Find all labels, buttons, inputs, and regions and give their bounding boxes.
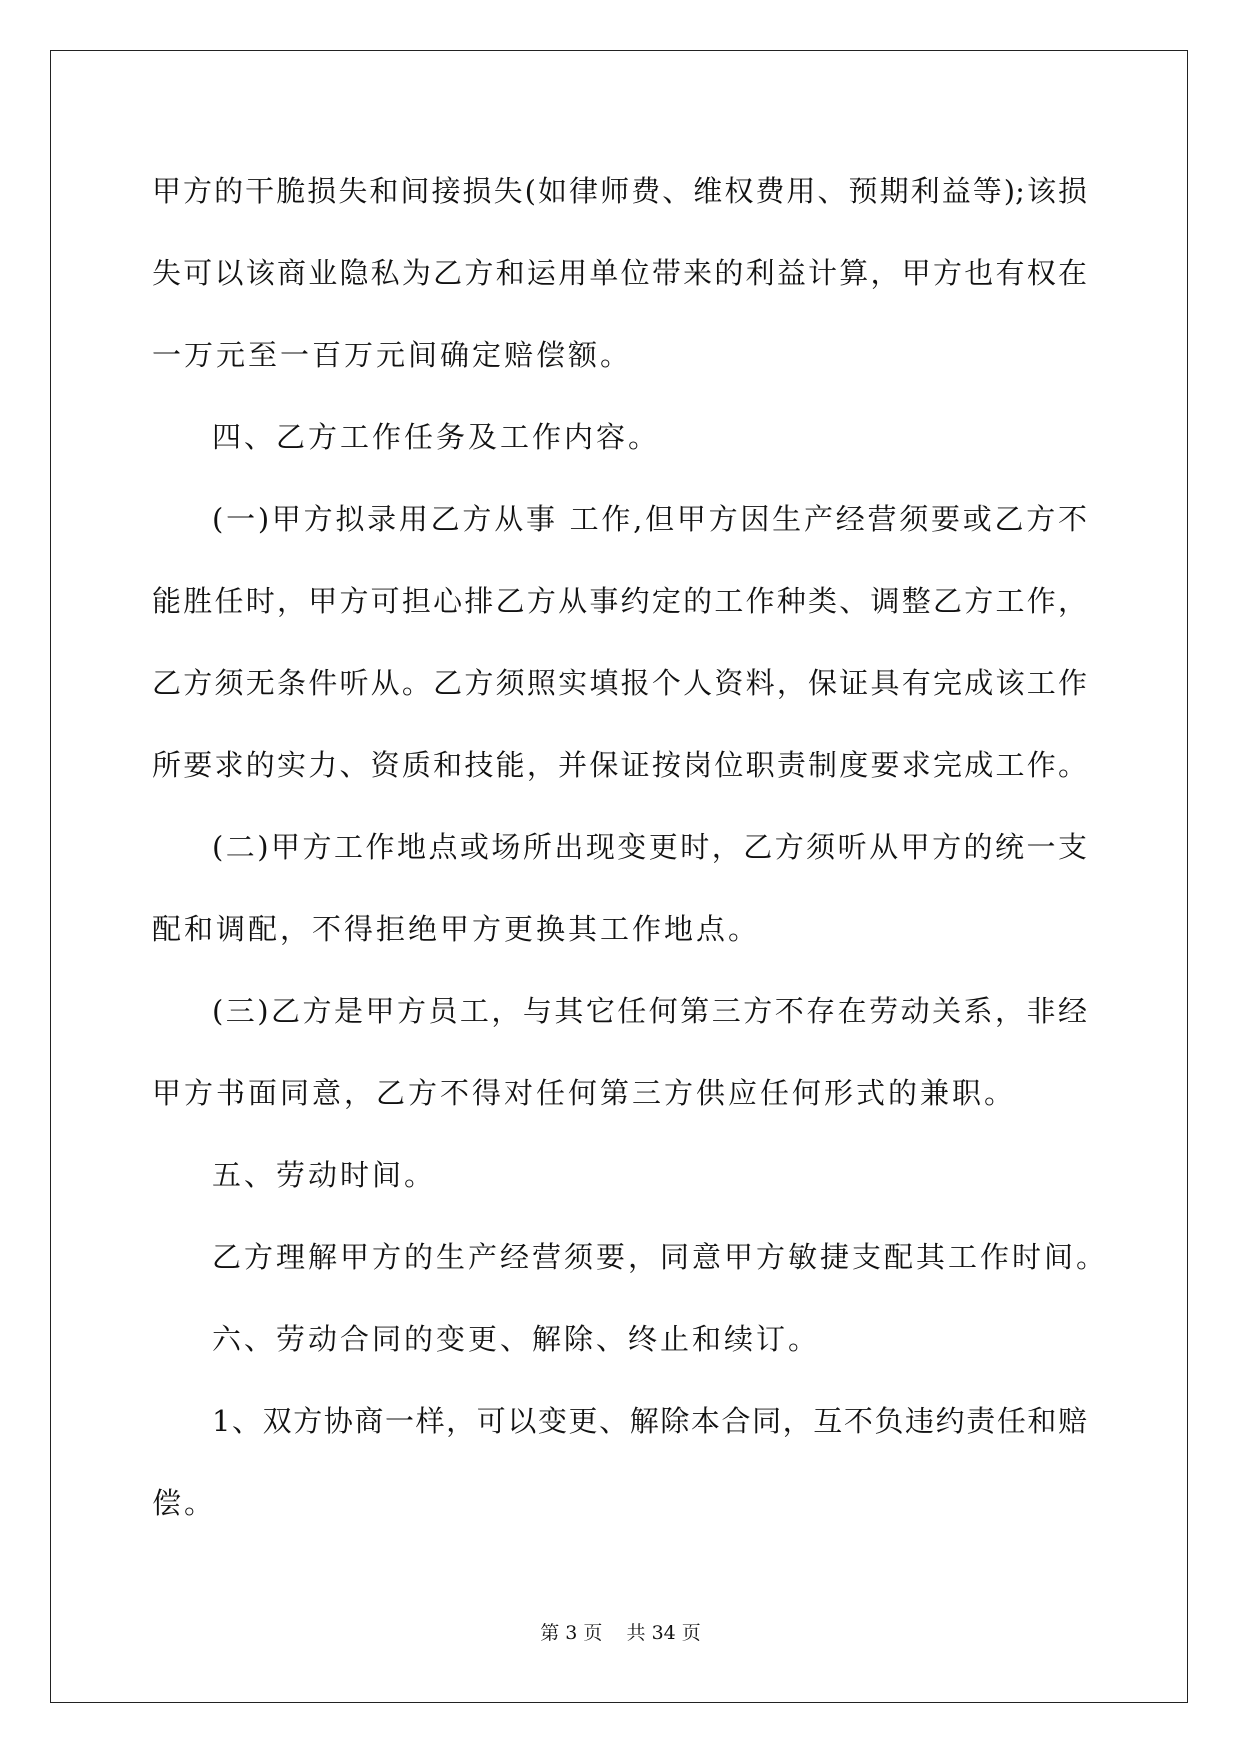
document-body: [152, 165, 1109, 1559]
page-number: 第 3 页 共 34 页: [540, 1622, 701, 1644]
text-line: 1、双方协商一样，可以变更、解除本合同，互不负违约责任和赔: [212, 1404, 1087, 1438]
text-line: 甲方书面同意，乙方不得对任何第三方供应任何形式的兼职。: [152, 1076, 1017, 1110]
section-heading: 四、乙方工作任务及工作内容。: [212, 420, 661, 454]
text-line: 一万元至一百万元间确定赔偿额。: [152, 338, 633, 372]
text-line: (一)甲方拟录用乙方从事 工作,但甲方因生产经营须要或乙方不: [212, 502, 1087, 536]
text-line: (二)甲方工作地点或场所出现变更时，乙方须听从甲方的统一支: [212, 830, 1087, 864]
text-line: 乙方理解甲方的生产经营须要，同意甲方敏捷支配其工作时间。: [212, 1240, 1109, 1274]
text-line: 所要求的实力、资质和技能，并保证按岗位职责制度要求完成工作。: [152, 748, 1087, 782]
text-line: 失可以该商业隐私为乙方和运用单位带来的利益计算，甲方也有权在: [152, 256, 1087, 290]
text-line: (三)乙方是甲方员工，与其它任何第三方不存在劳动关系，非经: [212, 994, 1087, 1028]
text-line: 偿。: [152, 1486, 217, 1520]
section-heading: 六、劳动合同的变更、解除、终止和续订。: [212, 1322, 821, 1356]
text-line: 能胜任时，甲方可担心排乙方从事约定的工作种类、调整乙方工作，: [152, 584, 1087, 618]
text-line: 乙方须无条件听从。乙方须照实填报个人资料，保证具有完成该工作: [152, 666, 1087, 700]
text-line: 配和调配，不得拒绝甲方更换其工作地点。: [152, 912, 761, 946]
text-line: 甲方的干脆损失和间接损失(如律师费、维权费用、预期利益等);该损: [152, 174, 1087, 208]
section-heading: 五、劳动时间。: [212, 1158, 437, 1192]
